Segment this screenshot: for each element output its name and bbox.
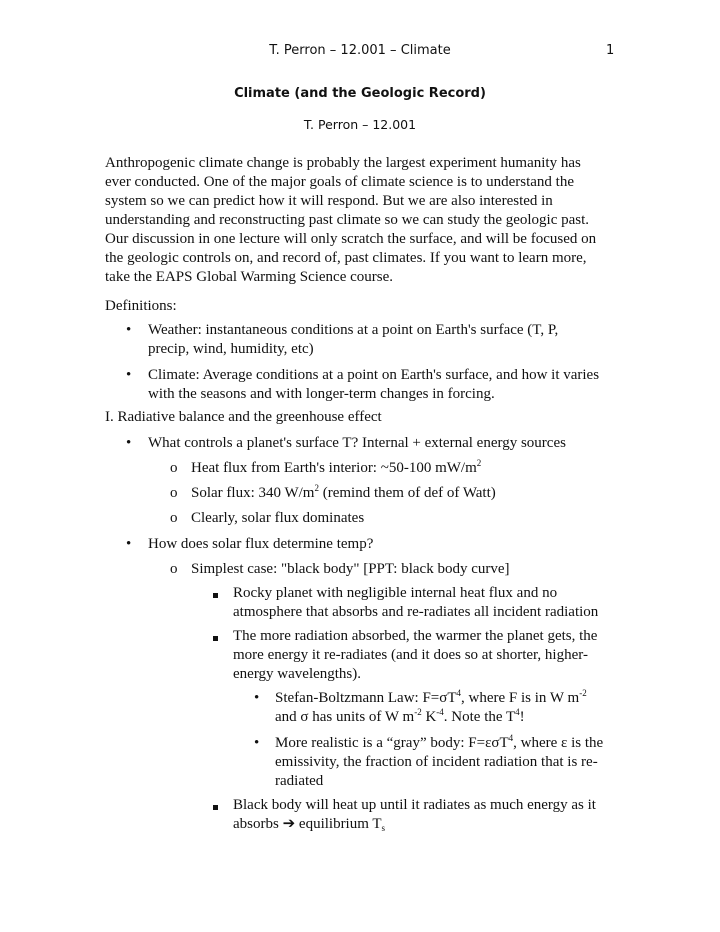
bullet-circle: o [170,460,178,476]
intro-line: take the EAPS Global Warming Science course. [105,269,394,285]
question-solar-temp: How does solar flux determine temp? [148,536,374,552]
solar-dominates: Clearly, solar flux dominates [191,510,365,526]
intro-line: the geologic controls on, and record of, past climates. If you want to learn more, [105,250,587,266]
definitions-heading: Definitions: [105,298,177,314]
climate-definition: Climate: Average conditions at a point on Earth's surface, and how it varies [148,367,600,383]
bullet-disc: • [126,322,132,338]
bullet-circle: o [170,561,178,577]
running-header: T. Perron – 12.001 – Climate [269,43,451,58]
bullet-disc: • [126,435,132,451]
gray-body-emissivity: radiated [275,773,324,789]
intro-line: ever conducted. One of the major goals of climate science is to understand the [105,174,574,190]
stefan-boltzmann-law: Stefan-Boltzmann Law: $F=\sigma T^4$, where F is in W $m^{-2}$ [275,688,587,706]
document-author: T. Perron – 12.001 [303,117,417,132]
black-body-equilibrium: Black body will heat up until it radiates as much energy as it [233,797,596,813]
bullet-square [213,628,218,647]
bullet-square [213,585,218,604]
intro-line: understanding and reconstructing past climate so we can study the geologic past. [105,212,590,228]
intro-line: Our discussion in one lecture will only scratch the surface, and will be focused on [105,231,597,247]
bullet-disc: • [126,367,132,383]
bullet-disc: • [254,690,260,706]
section-heading: I. Radiative balance and the greenhouse effect [105,409,382,425]
question-surface-temp: What controls a planet's surface T? Internal + external energy sources [148,435,566,451]
weather-definition: precip, wind, humidity, etc) [148,341,314,357]
interior-heat-flux: Heat flux from Earth's interior: ~50-100 $mW/m^2$ [191,458,482,476]
climate-definition: with the seasons and with longer-term changes in forcing. [148,386,495,402]
gray-body: More realistic is a “gray” body: F=εσT$^4$, where ε is the [275,733,604,751]
stefan-boltzmann-units: and σ has units of W $m^{-2}$ $K^{-4}$. Note the $T^4$! [275,707,525,725]
bullet-circle: o [170,485,178,501]
radiation-absorbed: energy wavelengths). [233,666,362,682]
rocky-planet: Rocky planet with negligible internal heat flux and no [233,585,558,601]
radiation-absorbed: more energy it re-radiates (and it does so at shorter, higher- [233,647,588,663]
bullet-disc: • [254,735,260,751]
gray-body-emissivity: emissivity, the fraction of incident radiation that is re- [275,754,598,770]
document-title: Climate (and the Geologic Record) [234,86,486,101]
black-body-equilibrium: absorbs ➔ equilibrium $T_s$ [233,816,386,833]
bullet-circle: o [170,510,178,526]
rocky-planet: atmosphere that absorbs and re-radiates all incident radiation [233,604,599,620]
black-body-case: Simplest case: "black body" [PPT: black body curve] [191,561,510,577]
page-number: 1 [606,43,615,58]
bullet-disc: • [126,536,132,552]
right-arrow-icon: ➔ [282,816,296,832]
weather-definition: Weather: instantaneous conditions at a point on Earth's surface (T, P, [148,322,559,338]
bullet-square [213,797,218,816]
solar-flux: Solar flux: 340 $W/m^2$ (remind them of def of Watt) [191,483,496,501]
radiation-absorbed: The more radiation absorbed, the warmer the planet gets, the [233,628,598,644]
intro-line: system so we can predict how it will respond. But we are also interested in [105,193,553,209]
intro-line: Anthropogenic climate change is probably the largest experiment humanity has [105,155,581,171]
